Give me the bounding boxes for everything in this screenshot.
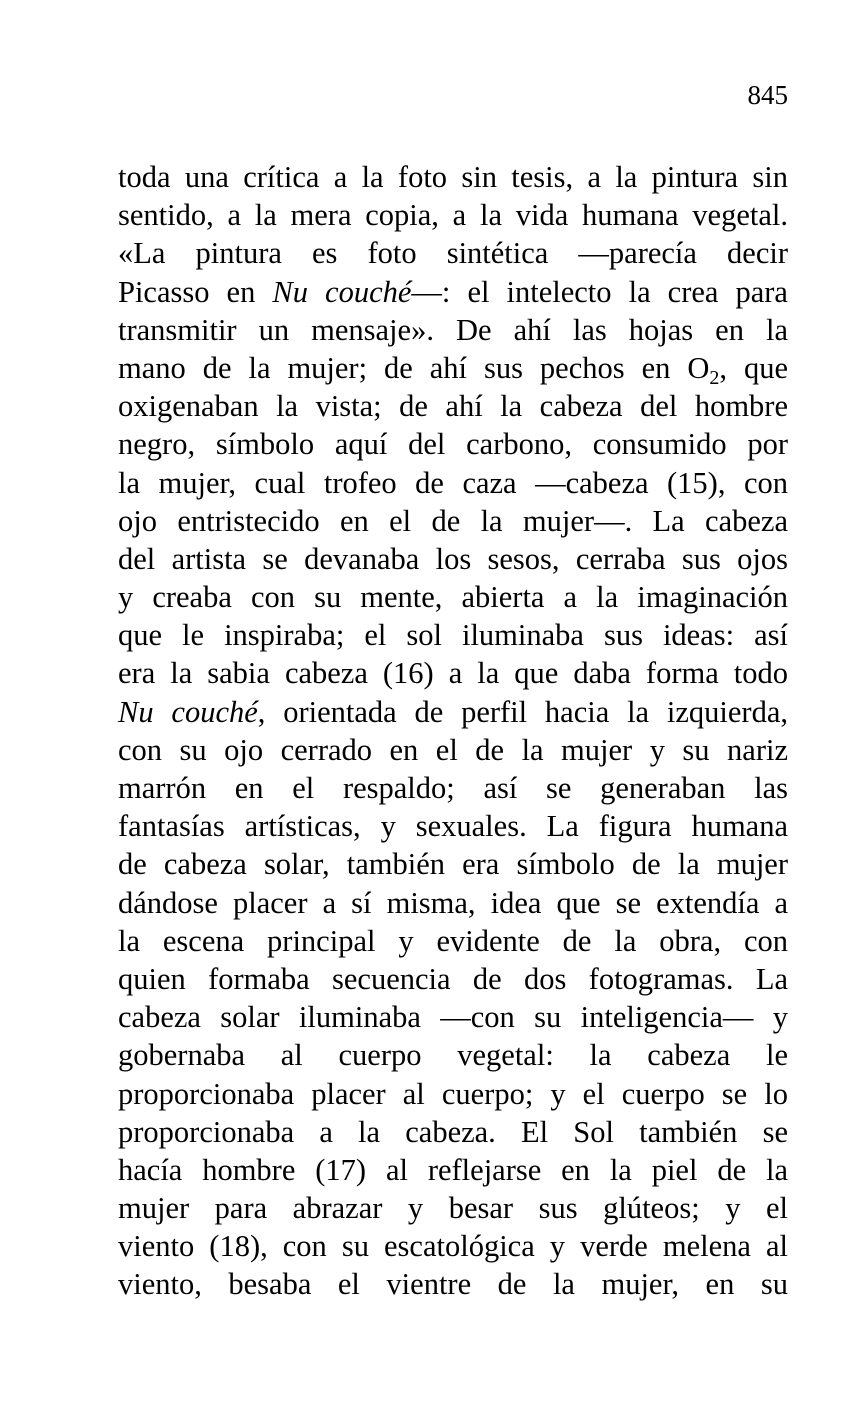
text-line: con su ojo cerrado en el de la mujer y su nariz (118, 732, 788, 767)
text-line: la escena principal y evidente de la obra, con (118, 923, 788, 958)
text-line: «La pintura es foto sintética —parecía decir (118, 236, 788, 271)
text-line: era la sabia cabeza (16) a la que daba forma todo (118, 656, 788, 691)
text-segment: mano de la mujer; de ahí sus pechos en O (118, 350, 710, 385)
text-line: gobernaba al cuerpo vegetal: la cabeza le (118, 1038, 788, 1073)
text-line: y creaba con su mente, abierta a la imaginación (118, 580, 788, 615)
text-line: sentido, a la mera copia, a la vida humana vegetal. (118, 198, 788, 233)
text-line: hacía hombre (17) al reflejarse en la piel de la (118, 1152, 788, 1187)
text-line: viento (18), con su escatológica y verde melena al (118, 1229, 788, 1264)
text-line: proporcionaba a la cabeza. El Sol también se (118, 1114, 788, 1149)
text-line: del artista se devanaba los sesos, cerraba sus ojos (118, 541, 788, 576)
text-line: mujer para abrazar y besar sus glúteos; y el (118, 1191, 788, 1226)
text-segment: , que (719, 350, 788, 385)
text-line (118, 693, 788, 731)
text-line: marrón en el respaldo; así se generaban las (118, 771, 788, 805)
text-line (118, 273, 788, 311)
body-paragraph (118, 158, 788, 1304)
text-line: dándose placer a sí misma, idea que se extendía a (118, 885, 788, 920)
text-segment: —: el intelecto la crea para (411, 274, 788, 309)
text-line: transmitir un mensaje». De ahí las hojas en la (118, 312, 788, 347)
text-line: viento, besaba el vientre de la mujer, en su (118, 1267, 788, 1302)
subscript: 2 (709, 366, 720, 389)
text-line: toda una crítica a la foto sin tesis, a la pintura sin (118, 160, 788, 194)
text-line: cabeza solar iluminaba —con su inteligencia— y (118, 1000, 788, 1035)
text-segment: , orientada de perfil hacia la izquierda, (257, 694, 788, 729)
text-line: quien formaba secuencia de dos fotogramas. La (118, 961, 788, 996)
text-line: la mujer, cual trofeo de caza —cabeza (15), con (118, 465, 788, 500)
italic-title: Nu couché (272, 274, 412, 309)
text-segment: Picasso en (118, 274, 273, 309)
text-line: de cabeza solar, también era símbolo de la mujer (118, 847, 788, 882)
page-number: 845 (747, 80, 788, 110)
text-line: oxigenaban la vista; de ahí la cabeza del hombre (118, 389, 788, 424)
text-line: negro, símbolo aquí del carbono, consumido por (118, 427, 788, 462)
text-line: ojo entristecido en el de la mujer—. La cabeza (118, 503, 788, 538)
italic-title: Nu couché (118, 694, 258, 729)
text-line (118, 349, 788, 387)
text-line: fantasías artísticas, y sexuales. La figura humana (118, 809, 788, 844)
text-line: proporcionaba placer al cuerpo; y el cuerpo se lo (118, 1076, 788, 1111)
text-line: que le inspiraba; el sol iluminaba sus ideas: así (118, 618, 788, 653)
